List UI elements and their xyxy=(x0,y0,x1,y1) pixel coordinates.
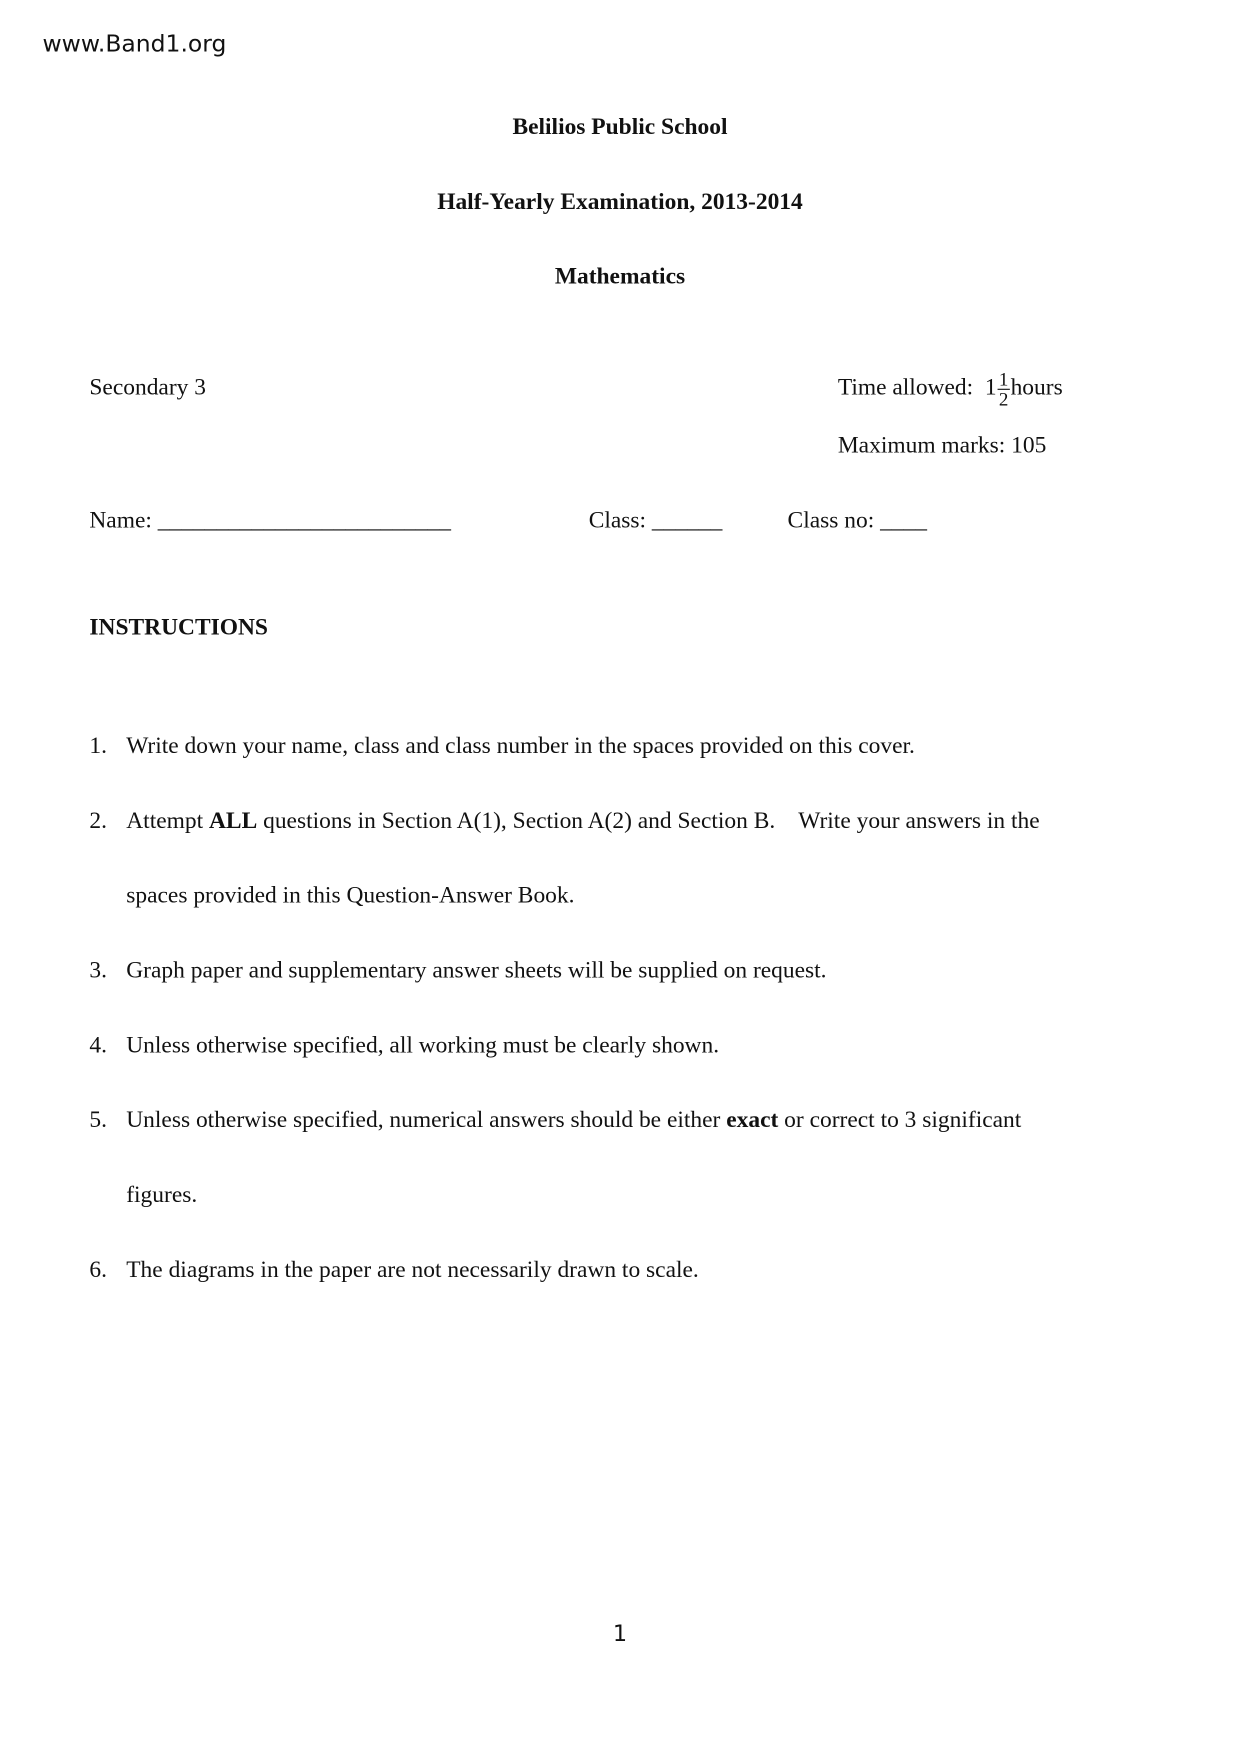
instruction-item xyxy=(126,1105,1022,1133)
item-number: 3. xyxy=(89,956,107,984)
item-number: 4. xyxy=(89,1031,107,1058)
time-unit: hours xyxy=(1010,373,1063,400)
level: Secondary 3 xyxy=(89,373,206,400)
max-marks: Maximum marks: 105 xyxy=(837,431,1047,459)
item-number: 2. xyxy=(89,806,107,834)
item-number: 5. xyxy=(89,1105,107,1133)
frac-den: 2 xyxy=(998,388,1009,410)
exam-title: Half-Yearly Examination, 2013-2014 xyxy=(437,187,803,215)
frac-num: 1 xyxy=(998,368,1009,390)
text: questions in Section A(1), Section A(2) and Section B. Write your answers in the xyxy=(257,806,1040,834)
class-field[interactable]: Class: ______ xyxy=(588,506,723,533)
subject: Mathematics xyxy=(554,262,686,290)
instruction-item: Unless otherwise specified, all working must be clearly shown. xyxy=(126,1031,720,1058)
text: Attempt xyxy=(126,806,209,834)
instruction-item xyxy=(126,806,1040,834)
page-number: 1 xyxy=(612,1619,628,1647)
time-fraction xyxy=(998,369,1010,408)
instruction-continuation: figures. xyxy=(126,1180,198,1208)
time-allowed xyxy=(838,363,1063,410)
bold-text: exact xyxy=(726,1105,779,1133)
text: or correct to 3 significant xyxy=(778,1105,1022,1133)
instruction-item: Graph paper and supplementary answer sheets will be supplied on request. xyxy=(126,956,827,984)
watermark: www.Band1.org xyxy=(42,30,227,57)
instruction-item: Write down your name, class and class number in the spaces provided on this cover. xyxy=(126,731,915,759)
bold-text: ALL xyxy=(208,806,258,834)
instruction-item: The diagrams in the paper are not necessarily drawn to scale. xyxy=(126,1255,699,1283)
instruction-continuation: spaces provided in this Question-Answer Book. xyxy=(126,881,575,909)
item-number: 1. xyxy=(89,731,107,759)
instructions-heading: INSTRUCTIONS xyxy=(89,613,268,641)
time-whole: 1 xyxy=(984,373,997,400)
school-name: Belilios Public School xyxy=(512,112,728,140)
class-no-field[interactable]: Class no: ____ xyxy=(787,506,928,533)
name-field[interactable]: Name: _________________________ xyxy=(89,506,452,533)
text: Unless otherwise specified, numerical answers should be either xyxy=(126,1105,727,1133)
time-label: Time allowed: xyxy=(837,373,974,400)
item-number: 6. xyxy=(89,1255,107,1283)
